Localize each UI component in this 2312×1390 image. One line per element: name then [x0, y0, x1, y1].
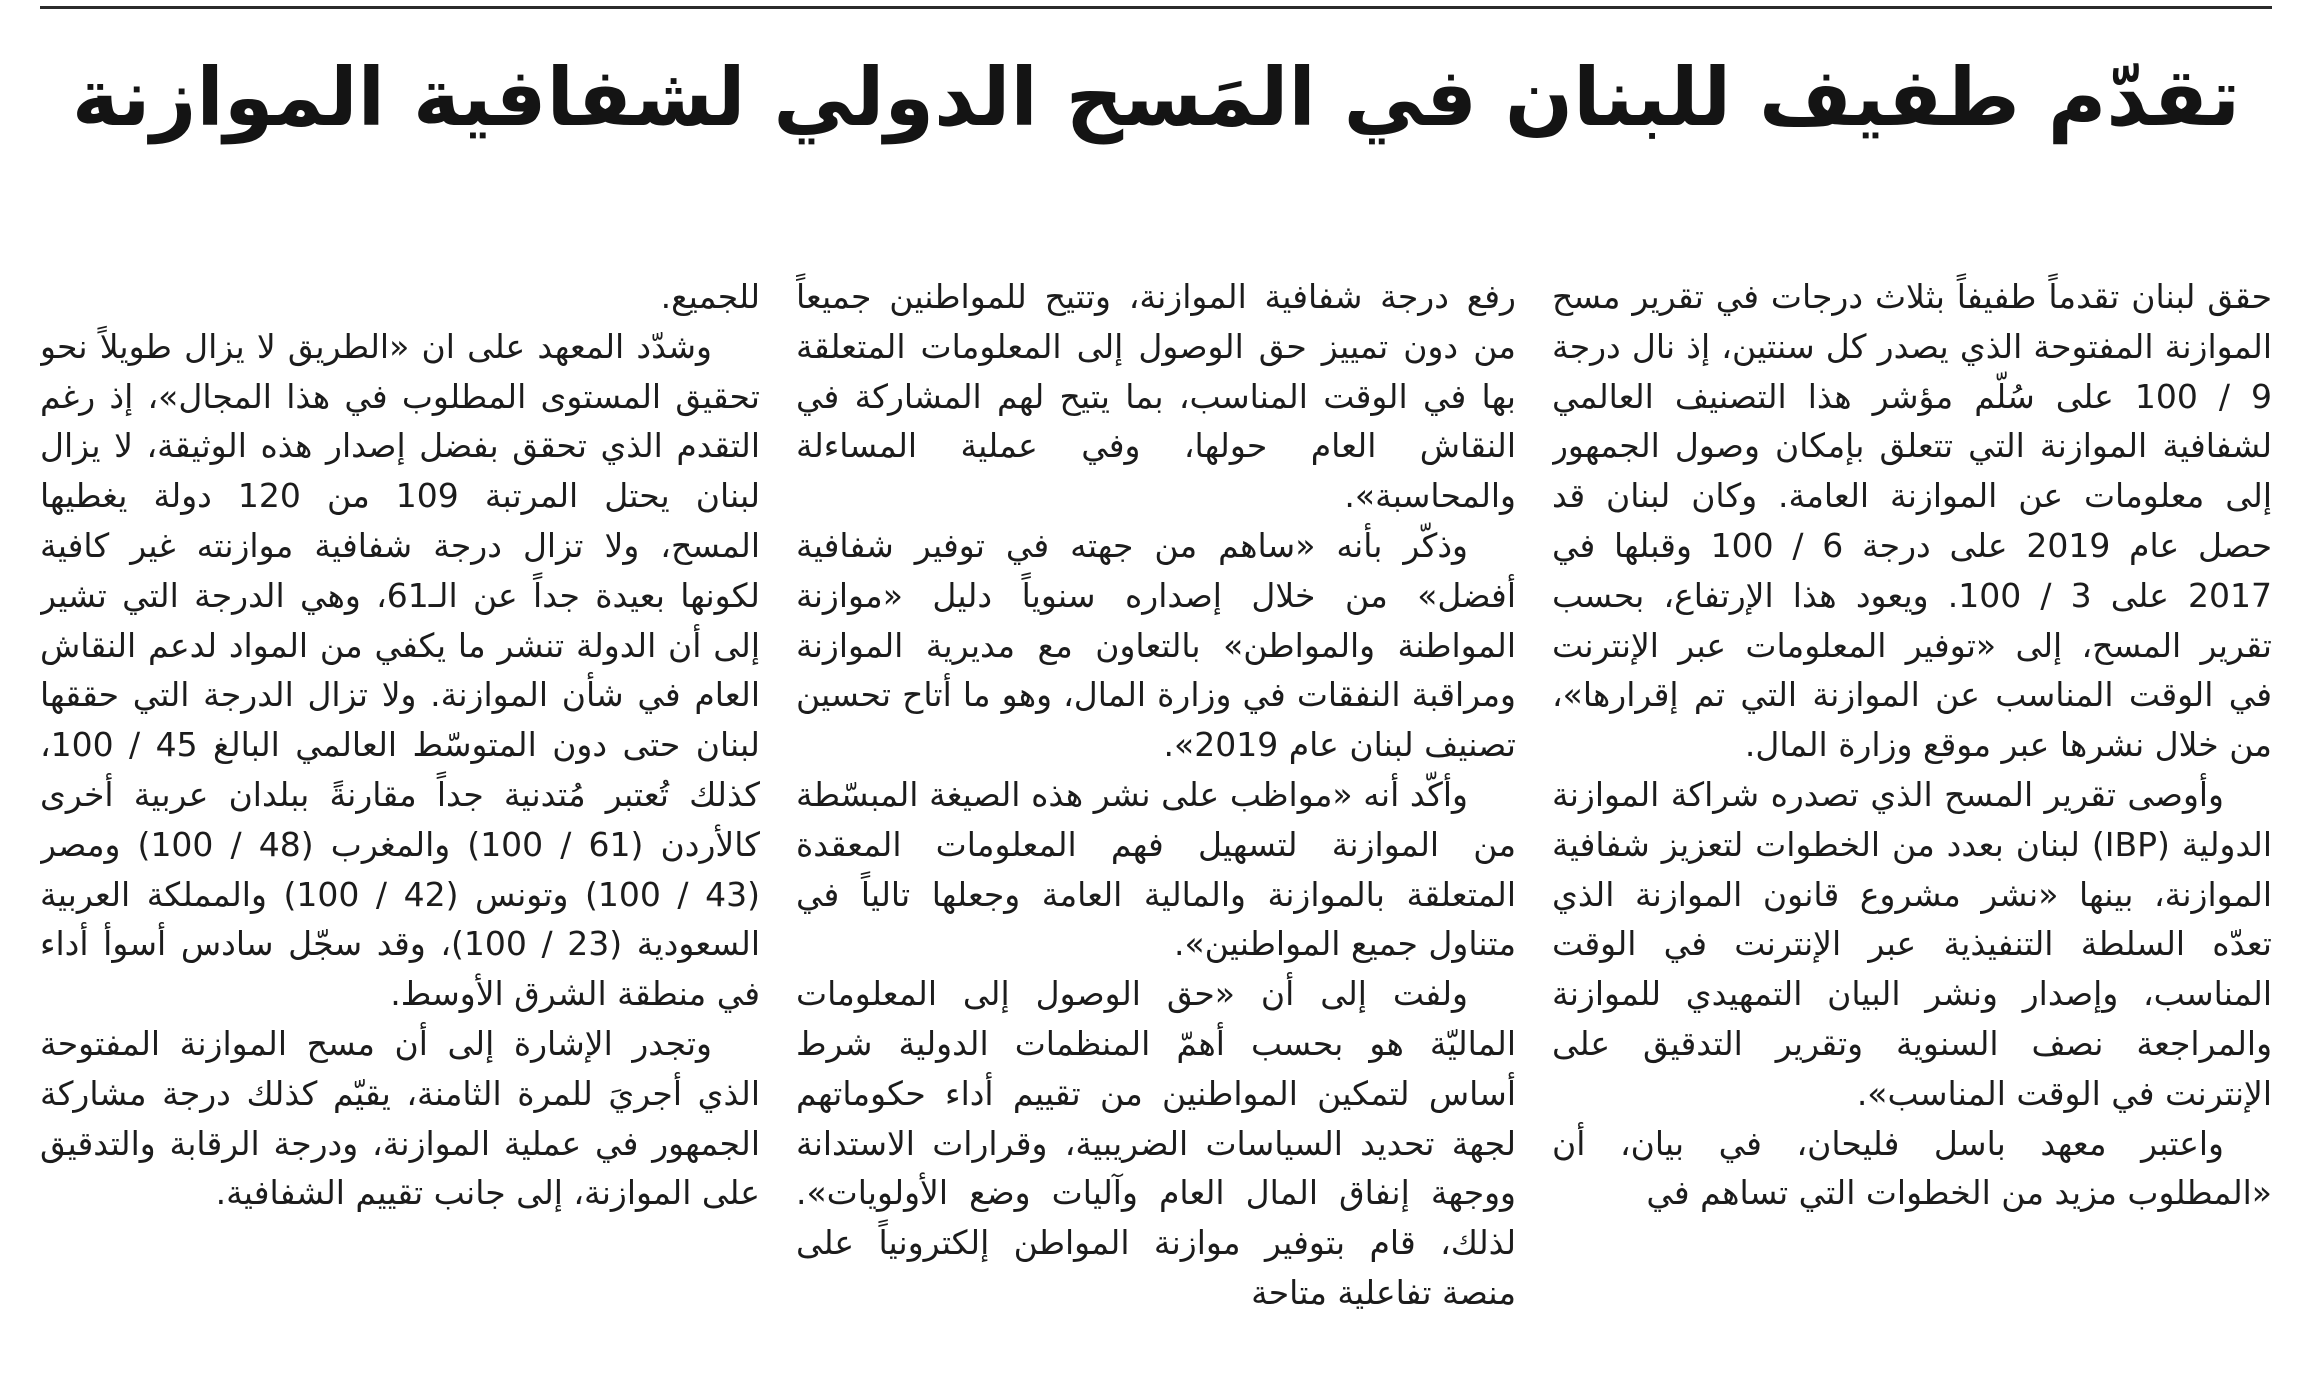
paragraph: للجميع. — [660, 277, 760, 316]
paragraph: حقق لبنان تقدماً طفيفاً بثلاث درجات في تقرير مسح الموازنة المفتوحة الذي يصدر كل سنتين، إذ نال درجة 9 / 100 على سُلّم مؤشر هذا التصنيف العالمي لشفافية الموازنة التي تتعلق بإمكان وصول الجمهور إلى معلومات عن الموازنة العامة. وكان لبنان قد حصل عام 2019 على درجة 6 / 100 وقبلها في 2017 على 3 / 100. ويعود هذا الإرتفاع، بحسب تقرير المسح، إلى «توفير المعلومات عبر الإنترنت في الوقت المناسب عن الموازنة التي تم إقرارها»، من خلال نشرها عبر موقع وزارة المال. — [1552, 277, 2272, 765]
paragraph: رفع درجة شفافية الموازنة، وتتيح للمواطنين جميعاً من دون تمييز حق الوصول إلى المعلومات المتعلقة بها في الوقت المناسب، بما يتيح لهم المشاركة في النقاش العام حولها، وفي عملية المساءلة والمحاسبة». — [796, 277, 1516, 516]
paragraph: وأكّد أنه «مواظب على نشر هذه الصيغة المبسّطة من الموازنة لتسهيل فهم المعلومات المعقدة المتعلقة بالموازنة والمالية العامة وجعلها تالياً في متناول جميع المواطنين». — [796, 774, 1516, 964]
column-2 — [796, 272, 1516, 1372]
column-1 — [1552, 272, 2272, 1372]
paragraph: وشدّد المعهد على ان «الطريق لا يزال طويلاً نحو تحقيق المستوى المطلوب في هذا المجال»، إذ رغم التقدم الذي تحقق بفضل إصدار هذه الوثيقة، لا يزال لبنان يحتل المرتبة 109 من 120 دولة يغطيها المسح، ولا تزال درجة شفافية موازنته غير كافية لكونها بعيدة جداً عن الـ61، وهي الدرجة التي تشير إلى أن الدولة تنشر ما يكفي من المواد لدعم النقاش العام في شأن الموازنة. ولا تزال الدرجة التي حققها لبنان حتى دون المتوسّط العالمي البالغ 45 / 100، كذلك تُعتبر مُتدنية جداً مقارنةً ببلدان عربية أخرى كالأردن (61 / 100) والمغرب (48 / 100) ومصر (43 / 100) وتونس (42 / 100) والمملكة العربية السعودية (23 / 100)، وقد سجّل سادس أسوأ أداء في منطقة الشرق الأوسط. — [40, 326, 760, 1014]
paragraph: وذكّر بأنه «ساهم من جهته في توفير شفافية أفضل» من خلال إصداره سنوياً دليل «موازنة المواطنة والمواطن» بالتعاون مع مديرية الموازنة ومراقبة النفقات في وزارة المال، وهو ما أتاح تحسين تصنيف لبنان عام 2019». — [796, 525, 1516, 765]
top-rule — [40, 6, 2272, 9]
article-body — [40, 272, 2272, 1372]
paragraph: ولفت إلى أن «حق الوصول إلى المعلومات الماليّة هو بحسب أهمّ المنظمات الدولية شرط أساس لتمكين المواطنين من تقييم أداء حكوماتهم لجهة تحديد السياسات الضريبية، وقرارات الاستدانة ووجهة إنفاق المال العام وآليات وضع الأولويات». لذلك، قام بتوفير موازنة المواطن إلكترونياً على منصة تفاعلية متاحة — [796, 974, 1516, 1312]
paragraph: وتجدر الإشارة إلى أن مسح الموازنة المفتوحة الذي أجريَ للمرة الثامنة، يقيّم كذلك درجة مشاركة الجمهور في عملية الموازنة، ودرجة الرقابة والتدقيق على الموازنة، إلى جانب تقييم الشفافية. — [40, 1023, 760, 1213]
headline: تقدّم طفيف للبنان في المَسح الدولي لشفافية الموازنة — [71, 51, 2241, 144]
paragraph: واعتبر معهد باسل فليحان، في بيان، أن «المطلوب مزيد من الخطوات التي تساهم في — [1552, 1123, 2272, 1213]
column-3 — [40, 272, 760, 1372]
paragraph: وأوصى تقرير المسح الذي تصدره شراكة الموازنة الدولية (IBP) لبنان بعدد من الخطوات لتعزيز شفافية الموازنة، بينها «نشر مشروع قانون الموازنة الذي تعدّه السلطة التنفيذية عبر الإنترنت في الوقت المناسب، وإصدار ونشر البيان التمهيدي للموازنة والمراجعة نصف السنوية وتقرير التدقيق على الإنترنت في الوقت المناسب». — [1552, 774, 2272, 1113]
